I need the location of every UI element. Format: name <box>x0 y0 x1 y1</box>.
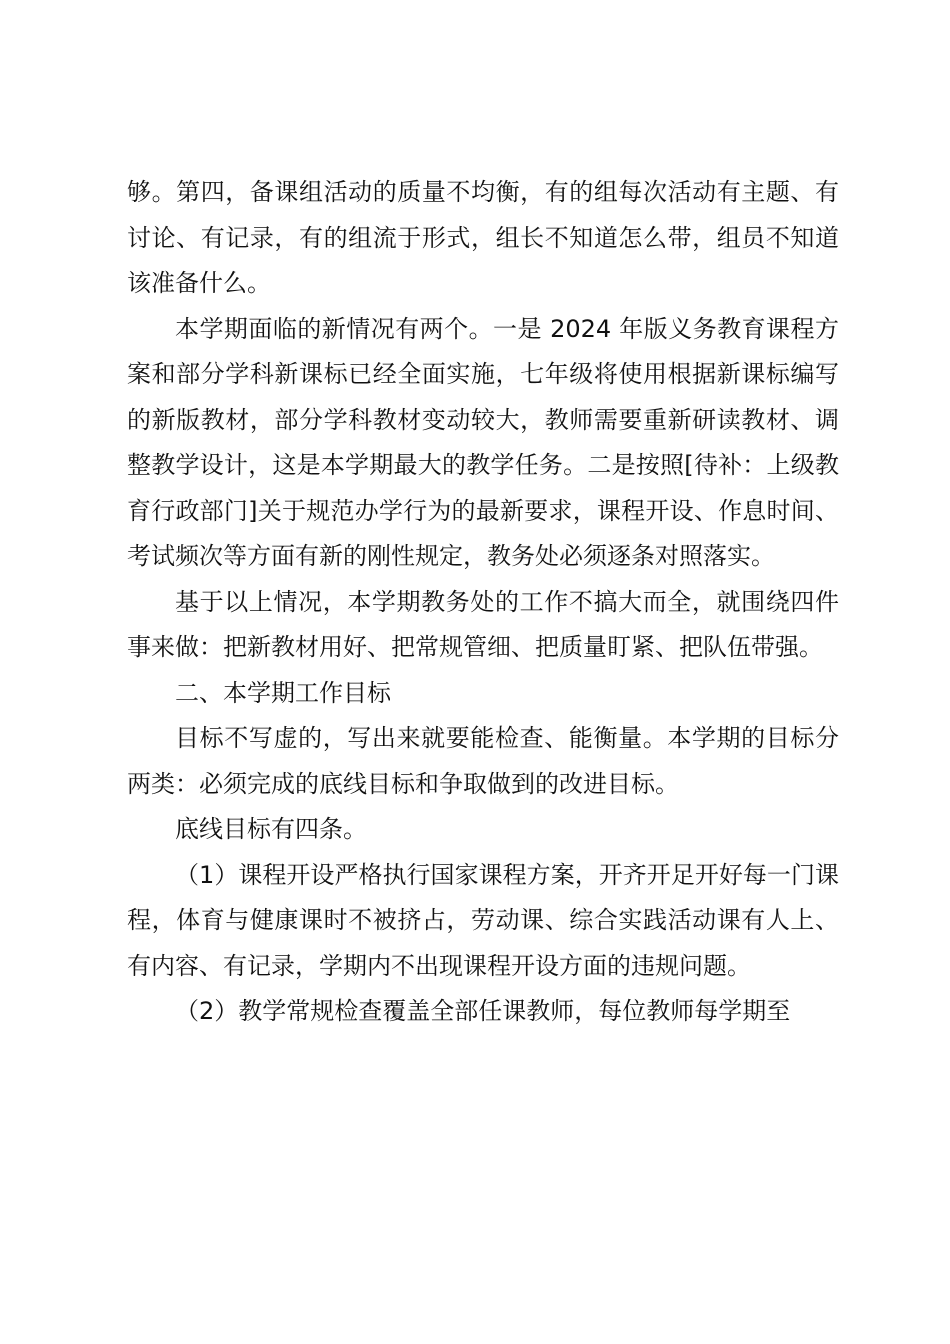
paragraph-baseline-goals: 底线目标有四条。 <box>175 815 367 843</box>
paragraph-goal-2: （2）教学常规检查覆盖全部任课教师，每位教师每学期至 <box>175 997 791 1025</box>
paragraph-four-tasks: 基于以上情况，本学期教务处的工作不搞大而全，就围绕四件事来做：把新教材用好、把常规管细、把质量盯紧、把队伍带强。 <box>127 587 839 661</box>
paragraph-goal-intro: 目标不写虚的，写出来就要能检查、能衡量。本学期的目标分两类：必须完成的底线目标和争取做到的改进目标。 <box>127 724 839 798</box>
paragraph-continuation: 够。第四，备课组活动的质量不均衡，有的组每次活动有主题、有讨论、有记录，有的组流于形式，组长不知道怎么带，组员不知道该准备什么。 <box>127 178 839 297</box>
paragraph-goal-1: （1）课程开设严格执行国家课程方案，开齐开足开好每一门课程，体育与健康课时不被挤占，劳动课、综合实践活动课有人上、有内容、有记录，学期内不出现课程开设方面的违规问题。 <box>127 860 839 980</box>
document-body <box>127 170 839 1035</box>
paragraph-new-situation: 本学期面临的新情况有两个。一是 2024 年版义务教育课程方案和部分学科新课标已经全面实施，七年级将使用根据新课标编写的新版教材，部分学科教材变动较大，教师需要重新研读教材、调整教学设计，这是本学期最大的教学任务。二是按照[待补：上级教育行政部门]关于规范办学行为的最新要求，课程开设、作息时间、考试频次等方面有新的刚性规定，教务处必须逐条对照落实。 <box>127 314 839 570</box>
section-heading-goals: 二、本学期工作目标 <box>175 678 391 707</box>
